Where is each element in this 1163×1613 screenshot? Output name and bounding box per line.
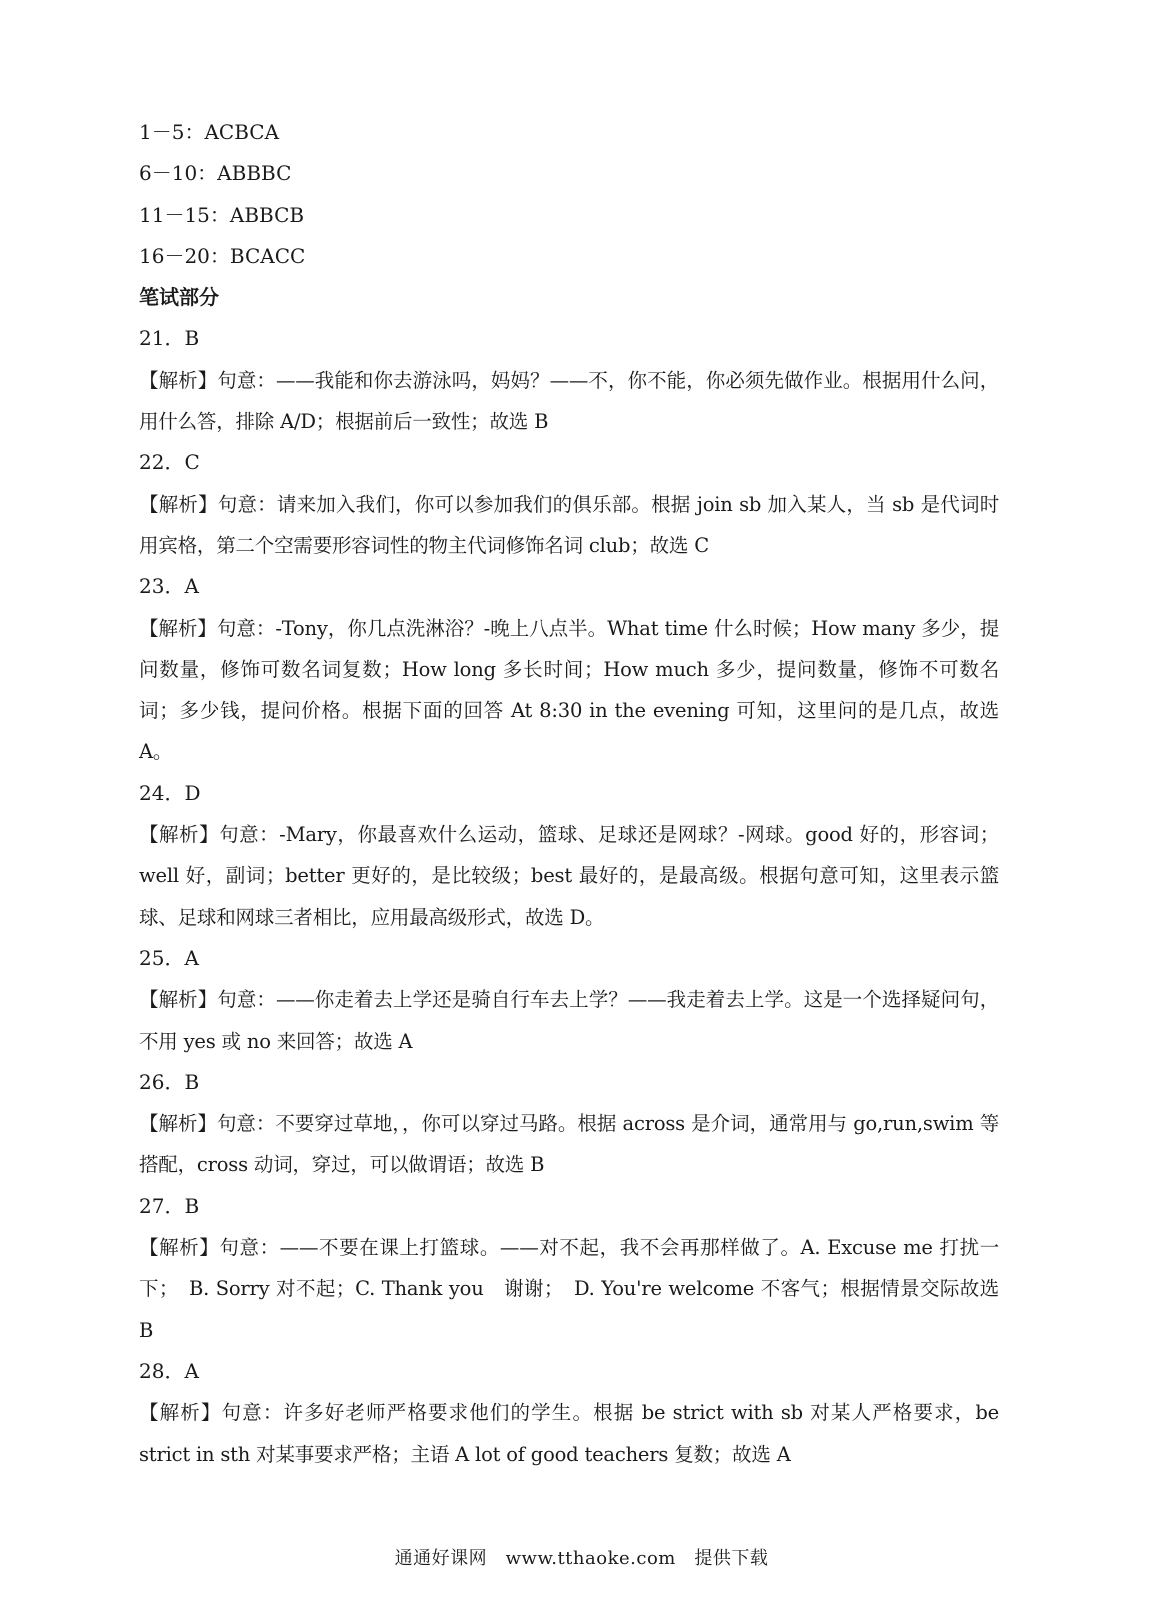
answer-23: 23．A: [139, 574, 199, 599]
answer-25: 25．A: [139, 945, 199, 970]
answer-26: 26．B: [139, 1069, 200, 1094]
analysis-27: 【解析】句意：——不要在课上打篮球。——对不起，我不会再那样做了。A. Excuse me 打扰一下； B. Sorry 对不起；C. Thank you 谢谢； D. You're welcome 不客气；根据情景交际故选 B: [139, 1236, 999, 1342]
answer-24: 24．D: [139, 780, 201, 805]
analysis-22: 【解析】句意：请来加入我们，你可以参加我们的俱乐部。根据 join sb 加入某人，当 sb 是代词时用宾格，第二个空需要形容词性的物主代词修饰名词 club；故选 C: [139, 492, 999, 557]
analysis-28: 【解析】句意：许多好老师严格要求他们的学生。根据 be strict with sb 对某人严格要求，be strict in sth 对某事要求严格；主语 A lot of good teachers 复数；故选 A: [139, 1401, 999, 1466]
analysis-23: 【解析】句意：-Tony，你几点洗淋浴？-晚上八点半。What time 什么时候；How many 多少，提问数量，修饰可数名词复数；How long 多长时间；How much 多少，提问数量，修饰不可数名词；多少钱，提问价格。根据下面的回答 At 8:30 in the evening 可知，这里问的是几点，故选 A。: [139, 616, 999, 764]
answer-sheet: [139, 112, 999, 1475]
analysis-26: 【解析】句意：不要穿过草地，，你可以穿过马路。根据 across 是介词，通常用与 go,run,swim 等搭配，cross 动词，穿过，可以做谓语；故选 B: [139, 1112, 999, 1177]
answer-27: 27．B: [139, 1193, 200, 1218]
section-title: 笔试部分: [139, 285, 219, 310]
analysis-24: 【解析】句意：-Mary，你最喜欢什么运动，篮球、足球还是网球？-网球。good 好的，形容词；well 好，副词；better 更好的，是比较级；best 最好的，是最高级。根据句意可知，这里表示篮球、足球和网球三者相比，应用最高级形式，故选 D。: [139, 823, 999, 929]
analysis-21: 【解析】句意：——我能和你去游泳吗，妈妈？——不，你不能，你必须先做作业。根据用什么问，用什么答，排除 A/D；根据前后一致性；故选 B: [139, 368, 999, 434]
listening-answers-1-5: 1－5：ACBCA: [139, 120, 280, 144]
listening-answers-16-20: 16－20：BCACC: [139, 243, 306, 268]
listening-answers-11-15: 11－15：ABBCB: [139, 202, 305, 227]
answer-28: 28．A: [139, 1358, 199, 1383]
listening-answers-6-10: 6－10：ABBBC: [139, 161, 292, 186]
footer-download-note: 通通好课网 www.tthaoke.com 提供下载: [394, 1548, 769, 1569]
answer-21: 21．B: [139, 326, 200, 351]
analysis-25: 【解析】句意：——你走着去上学还是骑自行车去上学？——我走着去上学。这是一个选择疑问句，不用 yes 或 no 来回答；故选 A: [139, 988, 999, 1053]
answer-22: 22．C: [139, 450, 200, 475]
